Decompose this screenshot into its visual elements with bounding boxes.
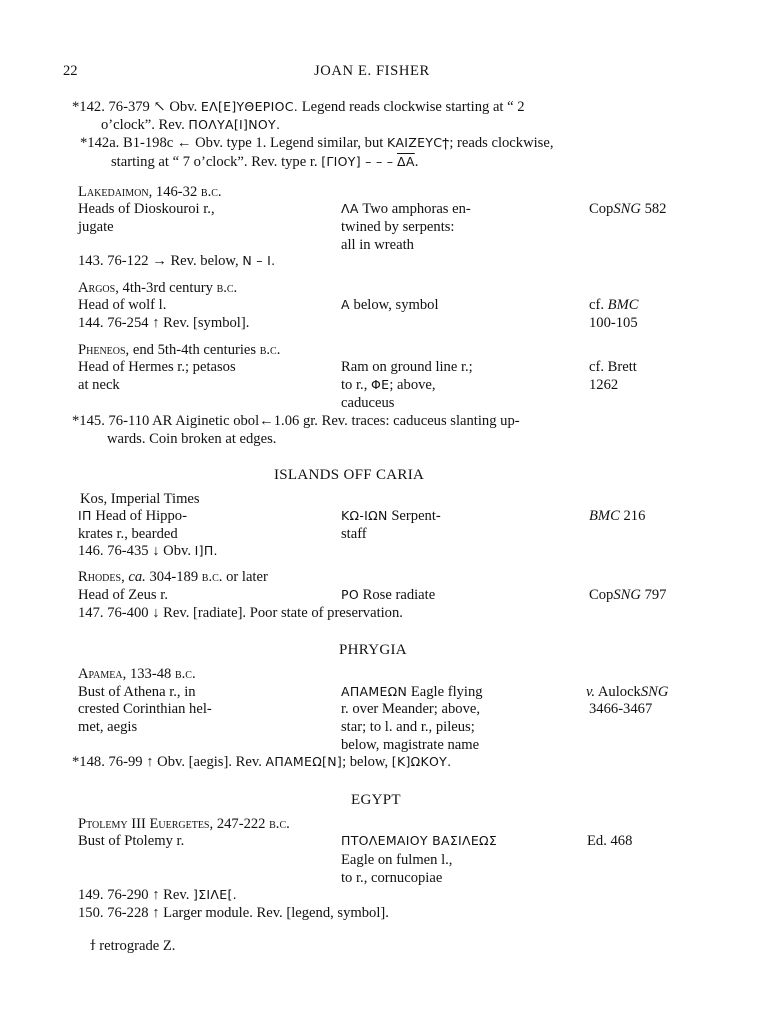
reverse-description: all in wreath: [341, 237, 414, 253]
era: b.c.: [201, 569, 223, 585]
ref-italic: SNG: [613, 587, 641, 603]
date-range: 4th-3rd century: [122, 280, 213, 296]
entry-text: Larger module. Rev. [legend, symbol].: [163, 905, 389, 921]
date-range: 133-48: [129, 666, 172, 682]
reverse-description: [341, 683, 483, 701]
greek-legend: ΠΟΛΥΑ[Ι]ΝΟΥ.: [188, 117, 281, 132]
ref-number: 582: [644, 201, 667, 217]
entry-number: *142a. B1-198c: [80, 135, 174, 151]
die-axis-n-icon: ↑: [146, 754, 154, 770]
ref-italic: SNG: [640, 684, 669, 700]
greek-legend: ΛΑ: [341, 201, 359, 216]
greek-legend: ΡΟ: [341, 587, 359, 602]
obverse-description: at neck: [78, 377, 120, 393]
section-heading: PHRYGIA: [339, 642, 407, 658]
greek-legend: [Κ]ΩΚΟΥ.: [391, 754, 452, 769]
obverse-description: Head of Zeus r.: [78, 587, 168, 603]
region-name: Apamea,: [78, 666, 127, 682]
greek-legend: ΚΑΙΖΕΥCϯ: [386, 135, 450, 150]
die-axis-n-icon: ↑: [152, 315, 160, 331]
entry-text: ; above,: [389, 377, 436, 393]
obverse-description: krates r., bearded: [78, 526, 178, 542]
entry-148: [72, 753, 451, 771]
entry-144: [78, 314, 249, 332]
reference: [589, 586, 666, 604]
obverse-description: jugate: [78, 219, 114, 235]
entry-text: ; reads clockwise,: [449, 135, 554, 151]
entry-145-line2: wards. Coin broken at edges.: [107, 431, 277, 447]
reference: cf. Brett: [589, 359, 637, 375]
entry-text: starting at “ 7 o’clock”. Rev. type r.: [111, 154, 318, 170]
section-lakedaimon-title: [78, 183, 222, 201]
section-rhodes-title: [78, 568, 268, 586]
region-name: Rhodes,: [78, 569, 125, 585]
reverse-description: [341, 376, 436, 394]
greek-legend: Ι]Π.: [194, 543, 218, 558]
greek-legend-overlined: $\overline{\Delta A}$: [397, 154, 415, 169]
die-axis-nw-icon: ↖: [153, 99, 166, 115]
entry-150: [78, 904, 389, 922]
circa: ca.: [128, 569, 146, 585]
entry-149: [78, 886, 237, 904]
entry-text: ; below,: [342, 754, 389, 770]
obverse-description: [78, 507, 187, 525]
entry-142-line2: [101, 116, 280, 134]
era: b.c.: [259, 342, 281, 358]
die-axis-s-icon: ↓: [152, 543, 160, 559]
era: b.c.: [269, 816, 290, 832]
reference: [589, 507, 645, 525]
reverse-description: Eagle on fulmen l.,: [341, 852, 453, 868]
section-argos-title: [78, 279, 237, 297]
entry-text: Obv.: [169, 99, 198, 115]
section-kos-title: Kos, Imperial Times: [80, 491, 200, 507]
ref-italic: BMC: [607, 297, 639, 313]
obverse-description: Heads of Dioskouroi r.,: [78, 201, 215, 217]
era: b.c.: [216, 280, 238, 296]
obverse-description: Head of Hermes r.; petasos: [78, 359, 236, 375]
entry-142-line1: [72, 98, 525, 116]
reverse-description: star; to l. and r., pileus;: [341, 719, 475, 735]
section-apamea-title: [78, 665, 196, 683]
entry-142a-line1: [80, 134, 553, 152]
ref-number: 216: [623, 508, 646, 524]
section-ptolemy-title: [78, 815, 290, 833]
greek-legend: Ν – Ι.: [242, 253, 276, 268]
ref-italic: v.: [586, 684, 596, 700]
ref-text: Cop: [589, 587, 614, 603]
greek-legend: ΑΠΑΜΕΩ[Ν]: [265, 754, 343, 769]
entry-text: or later: [226, 569, 268, 585]
entry-number: 147. 76-400: [78, 605, 149, 621]
greek-legend: ΦΕ: [371, 377, 390, 392]
entry-text: below, symbol: [353, 297, 439, 313]
reverse-description: [341, 507, 441, 525]
reverse-description: r. over Meander; above,: [341, 701, 480, 717]
entry-text: Obv. type 1. Legend similar, but: [195, 135, 384, 151]
entry-text: Obv. [aegis]. Rev.: [157, 754, 262, 770]
entry-text: Rev. [symbol].: [163, 315, 250, 331]
obverse-description: met, aegis: [78, 719, 138, 735]
entry-text: to r.,: [341, 377, 368, 393]
entry-145-line1: [72, 412, 520, 430]
reference: 1262: [589, 377, 619, 393]
entry-text: 1.06 gr. Rev. traces: caduceus slanting up-: [273, 413, 520, 429]
entry-142a-line2: [111, 153, 418, 171]
region-name: Lakedaimon,: [78, 184, 153, 200]
greek-legend: ΠΤΟΛΕΜΑΙΟΥ ΒΑΣΙΛΕΩΣ: [341, 833, 498, 848]
entry-number: *148. 76-99: [72, 754, 143, 770]
entry-text: Rev. [radiate]. Poor state of preservation.: [163, 605, 403, 621]
obverse-description: Bust of Athena r., in: [78, 684, 196, 700]
entry-text: Obv.: [163, 543, 191, 559]
greek-legend: ΑΠΑΜΕΩΝ: [341, 684, 408, 699]
die-axis-n-icon: ↑: [152, 905, 160, 921]
reverse-description: to r., cornucopiae: [341, 870, 443, 886]
section-pheneos-title: [78, 341, 280, 359]
date-range: 304-189: [149, 569, 199, 585]
entry-text: Rev.: [163, 887, 190, 903]
entry-number: 149. 76-290: [78, 887, 149, 903]
entry-text: Two amphoras en-: [362, 201, 471, 217]
era: b.c.: [200, 184, 222, 200]
reverse-description: caduceus: [341, 395, 395, 411]
entry-text: Eagle flying: [410, 684, 483, 700]
footnote: ϯ retrograde Z.: [90, 938, 176, 954]
die-axis-n-icon: ↑: [152, 887, 160, 903]
reverse-description: [341, 296, 439, 314]
date-range: end 5th-4th centuries: [132, 342, 257, 358]
greek-legend: ΙΠ: [78, 508, 92, 523]
die-axis-e-icon: →: [152, 253, 167, 269]
ref-text: Cop: [589, 201, 614, 217]
reverse-description: below, magistrate name: [341, 737, 480, 753]
entry-number: 146. 76-435: [78, 543, 149, 559]
ref-text: Aulock: [597, 684, 641, 700]
date-range: 146-32: [155, 184, 198, 200]
entry-text: Rose radiate: [362, 587, 436, 603]
entry-number: *145. 76-110 AR Aiginetic obol: [72, 413, 260, 429]
greek-legend: [ΓΙΟΥ] – – –: [321, 154, 394, 169]
obverse-description: crested Corinthian hel-: [78, 701, 212, 717]
region-name: Pheneos,: [78, 342, 130, 358]
entry-number: 150. 76-228: [78, 905, 149, 921]
reverse-description: staff: [341, 526, 367, 542]
page-number: 22: [63, 63, 78, 79]
reverse-description: [341, 586, 435, 604]
reverse-description: twined by serpents:: [341, 219, 455, 235]
reference: 3466-3467: [589, 701, 653, 717]
entry-number: 144. 76-254: [78, 315, 149, 331]
entry-146: [78, 542, 218, 560]
reference: [586, 683, 668, 701]
reference: 100-105: [589, 315, 638, 331]
die-axis-s-icon: ↓: [152, 605, 160, 621]
ref-italic: BMC: [589, 508, 620, 524]
reference: [589, 200, 666, 218]
date-range: 247-222: [216, 816, 266, 832]
entry-text: Head of Hippo-: [95, 508, 187, 524]
region-name: Ptolemy III Euergetes,: [78, 816, 214, 832]
greek-legend: ΚΩ-ΙΩΝ: [341, 508, 388, 523]
greek-legend: Α: [341, 297, 350, 312]
entry-text: Rev. below,: [170, 253, 239, 269]
entry-text: Serpent-: [391, 508, 441, 524]
obverse-description: Bust of Ptolemy r.: [78, 833, 185, 849]
entry-text: Legend reads clockwise starting at “ 2: [301, 99, 525, 115]
entry-number: *142. 76-379: [72, 99, 150, 115]
greek-legend: ΕΛ[Ε]ΥΘΕΡΙΟC.: [200, 99, 299, 114]
ref-text: cf.: [589, 297, 604, 313]
die-axis-w-icon: ←: [176, 135, 192, 151]
region-name: Argos,: [78, 280, 119, 296]
entry-text: .: [414, 154, 419, 170]
greek-legend: ]ΣΙΛΕ[.: [193, 887, 237, 902]
ref-italic: SNG: [613, 201, 641, 217]
reverse-description: Ram on ground line r.;: [341, 359, 473, 375]
entry-147: [78, 604, 403, 622]
obverse-description: Head of wolf l.: [78, 297, 167, 313]
era: b.c.: [174, 666, 196, 682]
running-head: JOAN E. FISHER: [314, 63, 430, 79]
entry-143: [78, 252, 275, 270]
section-heading: ISLANDS OFF CARIA: [274, 467, 425, 483]
die-axis-w-icon: ←: [259, 413, 274, 429]
reference: Ed. 468: [587, 833, 633, 849]
section-heading: EGYPT: [351, 792, 401, 808]
reference: [589, 296, 638, 314]
reverse-description: [341, 200, 471, 218]
ref-number: 797: [644, 587, 667, 603]
entry-text: o’clock”. Rev.: [101, 117, 185, 133]
entry-number: 143. 76-122: [78, 253, 149, 269]
